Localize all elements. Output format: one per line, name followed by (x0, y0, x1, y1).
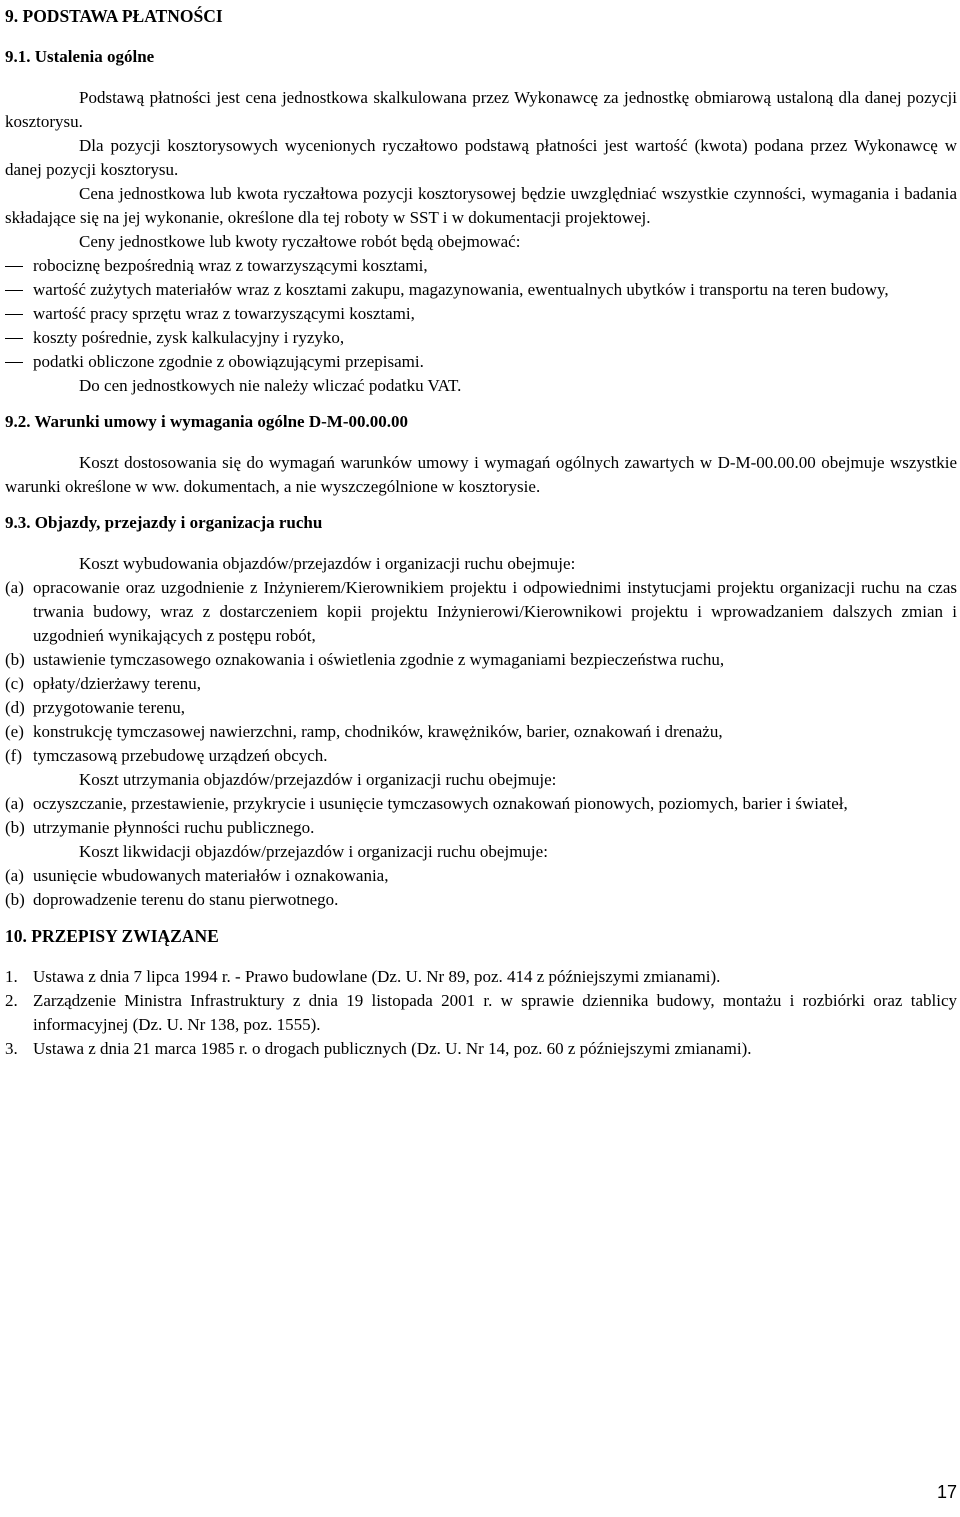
section-9-1-body (5, 86, 957, 398)
section-9-2-heading: 9.2. Warunki umowy i wymagania ogólne D-M-00.00.00 (5, 412, 408, 431)
dash-list-item: koszty pośrednie, zysk kalkulacyjny i ryzyko, (5, 326, 957, 350)
section-9-3-body (5, 552, 957, 912)
paragraph: Koszt dostosowania się do wymagań warunków umowy i wymagań ogólnych zawartych w D-M-00.00.00 obejmuje wszystkie warunki określone w ww. dokumentach, a nie wyszczególnione w kosztorysie. (5, 453, 957, 496)
paragraph: Ceny jednostkowe lub kwoty ryczałtowe robót będą obejmować: (79, 232, 521, 251)
dash-list-item: podatki obliczone zgodnie z obowiązującymi przepisami. (5, 350, 957, 374)
paragraph: Koszt likwidacji objazdów/przejazdów i organizacji ruchu obejmuje: (79, 842, 548, 861)
paragraph: Koszt wybudowania objazdów/przejazdów i organizacji ruchu obejmuje: (79, 554, 576, 573)
list-item: 3. Ustawa z dnia 21 marca 1985 r. o drogach publicznych (Dz. U. Nr 14, poz. 60 z późniejszymi zmianami). (5, 1039, 752, 1058)
list-item: (a) usunięcie wbudowanych materiałów i oznakowania, (5, 866, 389, 885)
list-item: (b) ustawienie tymczasowego oznakowania i oświetlenia zgodnie z wymaganiami bezpieczeństwa ruchu, (5, 650, 725, 669)
dash-list-item: wartość pracy sprzętu wraz z towarzyszącymi kosztami, (5, 302, 957, 326)
document-page (5, 4, 957, 1061)
list-item: (b) doprowadzenie terenu do stanu pierwotnego. (5, 890, 339, 909)
list-item: (d) przygotowanie terenu, (5, 698, 185, 717)
list-item: (a) opracowanie oraz uzgodnienie z Inżynierem/Kierownikiem projektu i odpowiednimi instytucjami projektu organizacji ruchu na czas trwania budowy, wraz z dostarczeniem kopii projektu Inżynierowi/Kierownikowi projektu i wprowadzaniem dalszych zmian i uzgodnień wynikających z postępu robót, (5, 578, 957, 645)
paragraph: Cena jednostkowa lub kwota ryczałtowa pozycji kosztorysowej będzie uwzględniać wszystkie czynności, wymagania i badania składające się na jej wykonanie, określone dla tej roboty w SST i w dokumentacji projektowej. (5, 184, 957, 227)
list-item: (b) utrzymanie płynności ruchu publicznego. (5, 818, 315, 837)
list-item: (a) oczyszczanie, przestawienie, przykrycie i usunięcie tymczasowych oznakowań pionowych, poziomych, barier i świateł, (5, 794, 848, 813)
section-9-3-heading: 9.3. Objazdy, przejazdy i organizacja ruchu (5, 513, 323, 532)
paragraph: Dla pozycji kosztorysowych wycenionych ryczałtowo podstawą płatności jest wartość (kwota) podana przez Wykonawcę w danej pozycji kosztorysu. (5, 136, 957, 179)
regulations-list (5, 965, 957, 1061)
list-item: (f) tymczasową przebudowę urządzeń obcych. (5, 746, 328, 765)
list-item: 2. Zarządzenie Ministra Infrastruktury z dnia 19 listopada 2001 r. w sprawie dziennika budowy, montażu i rozbiórki oraz tablicy informacyjnej (Dz. U. Nr 138, poz. 1555). (5, 991, 957, 1034)
section-10-heading: 10. PRZEPISY ZWIĄZANE (5, 926, 219, 946)
paragraph: Podstawą płatności jest cena jednostkowa skalkulowana przez Wykonawcę za jednostkę obmiarową ustaloną dla danej pozycji kosztorysu. (5, 88, 957, 131)
section-9-heading: 9. PODSTAWA PŁATNOŚCI (5, 6, 223, 26)
dash-list-item: wartość zużytych materiałów wraz z kosztami zakupu, magazynowania, ewentualnych ubytków i transportu na teren budowy, (5, 278, 957, 302)
dash-list-item: robociznę bezpośrednią wraz z towarzyszącymi kosztami, (5, 254, 957, 278)
paragraph: Do cen jednostkowych nie należy wliczać podatku VAT. (79, 376, 462, 395)
list-item: (e) konstrukcję tymczasowej nawierzchni, ramp, chodników, krawężników, barier, oznakowań i drenażu, (5, 722, 723, 741)
page-number: 17 (936, 1482, 957, 1502)
paragraph: Koszt utrzymania objazdów/przejazdów i organizacji ruchu obejmuje: (79, 770, 557, 789)
list-item: 1. Ustawa z dnia 7 lipca 1994 r. - Prawo budowlane (Dz. U. Nr 89, poz. 414 z późniejszymi zmianami). (5, 967, 721, 986)
section-9-1-heading: 9.1. Ustalenia ogólne (5, 47, 155, 66)
list-item: (c) opłaty/dzierżawy terenu, (5, 674, 202, 693)
